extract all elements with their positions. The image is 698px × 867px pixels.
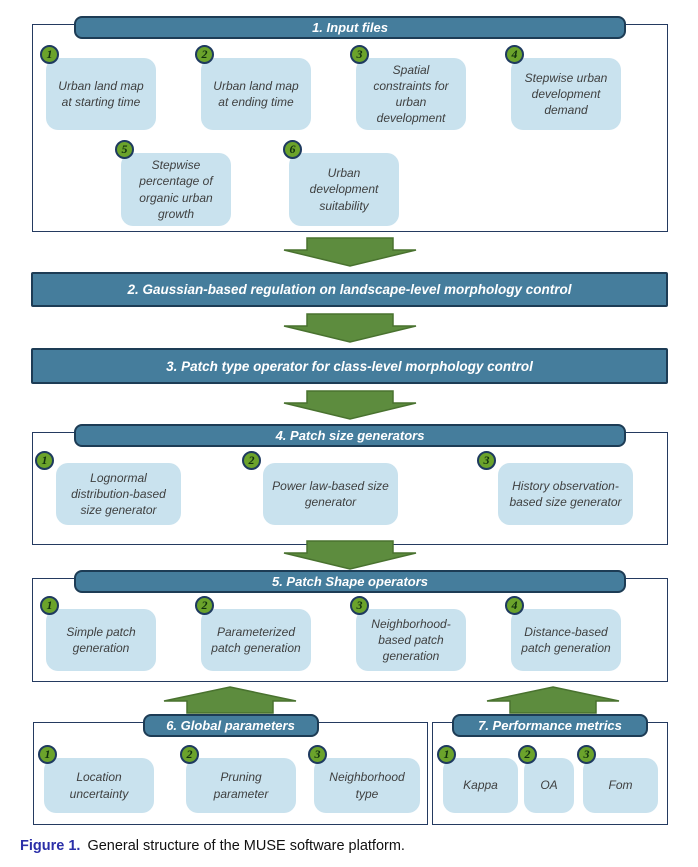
- item-label: Urban development suitability: [309, 166, 379, 213]
- item-distance-patch-generation: [511, 598, 621, 671]
- item-label: Lognormal distribution-based size generator: [71, 470, 166, 518]
- item-number-badge: 1: [40, 45, 59, 64]
- item-label: Urban land map at starting time: [58, 78, 144, 109]
- item-kappa-metric: [443, 747, 518, 813]
- item-label: Neighborhood-based patch generation: [371, 616, 451, 664]
- section-global-parameters: [33, 718, 428, 825]
- item-number-badge: 6: [283, 140, 302, 159]
- item-number-badge: 5: [115, 140, 134, 159]
- item-organic-growth-percentage: [121, 142, 231, 226]
- item-number-badge: 2: [195, 596, 214, 615]
- item-label: Fom: [608, 778, 633, 793]
- item-history-observation-size-generator: [483, 453, 633, 525]
- item-number-badge: 4: [505, 45, 524, 64]
- item-number-badge: 3: [308, 745, 327, 764]
- item-label: OA: [540, 778, 558, 793]
- section-title-patch-shape-operators: 5. Patch Shape operators: [74, 570, 626, 593]
- item-stepwise-demand: [511, 47, 621, 130]
- section-title-global-parameters: 6. Global parameters: [143, 714, 319, 737]
- flow-arrow-down-2: [283, 313, 417, 343]
- item-neighborhood-type: [314, 747, 420, 813]
- item-number-badge: 3: [477, 451, 496, 470]
- item-label: Simple patch generation: [66, 624, 136, 655]
- item-number-badge: 3: [350, 596, 369, 615]
- figure-caption: [20, 838, 680, 854]
- section-title-input-files: 1. Input files: [74, 16, 626, 39]
- flow-arrow-up-performance-metrics: [486, 686, 620, 714]
- flow-arrow-up-global-parameters: [163, 686, 297, 714]
- item-urban-land-map-start: [46, 47, 156, 130]
- flow-arrow-down-3: [283, 390, 417, 420]
- item-lognormal-size-generator: [41, 453, 181, 525]
- item-simple-patch-generation: [46, 598, 156, 671]
- section-title-performance-metrics: 7. Performance metrics: [452, 714, 648, 737]
- flow-arrow-down-1: [283, 237, 417, 267]
- section-patch-shape-operators: [32, 574, 668, 682]
- item-parameterized-patch-generation: [201, 598, 311, 671]
- item-label: Stepwise urban development demand: [524, 70, 608, 118]
- item-number-badge: 1: [437, 745, 456, 764]
- item-label: Kappa: [463, 778, 498, 793]
- section-patch-size-generators: [32, 428, 668, 545]
- item-fom-metric: [583, 747, 658, 813]
- item-location-uncertainty: [44, 747, 154, 813]
- item-label: Distance-based patch generation: [521, 624, 611, 655]
- item-spatial-constraints: [356, 47, 466, 130]
- item-label: Stepwise percentage of organic urban growth: [139, 158, 213, 221]
- section-performance-metrics: [432, 718, 668, 825]
- item-number-badge: 3: [577, 745, 596, 764]
- item-label: Pruning parameter: [213, 770, 269, 801]
- section-title-patch-size-generators: 4. Patch size generators: [74, 424, 626, 447]
- item-number-badge: 1: [40, 596, 59, 615]
- item-neighborhood-patch-generation: [356, 598, 466, 671]
- item-oa-metric: [524, 747, 574, 813]
- item-number-badge: 2: [180, 745, 199, 764]
- item-label: History observation-based size generator: [509, 478, 622, 509]
- item-number-badge: 1: [35, 451, 54, 470]
- figure-caption-label: Figure 1.: [20, 838, 81, 854]
- item-pruning-parameter: [186, 747, 296, 813]
- item-number-badge: 3: [350, 45, 369, 64]
- item-number-badge: 1: [38, 745, 57, 764]
- stage-gaussian-regulation-bar: 2. Gaussian-based regulation on landscape-level morphology control: [31, 272, 668, 307]
- item-number-badge: 2: [518, 745, 537, 764]
- item-label: Power law-based size generator: [272, 478, 389, 509]
- item-label: Neighborhood type: [329, 770, 405, 801]
- item-number-badge: 2: [242, 451, 261, 470]
- figure-caption-text: General structure of the MUSE software platform.: [87, 838, 405, 854]
- item-label: Urban land map at ending time: [213, 78, 299, 109]
- item-label: Parameterized patch generation: [211, 624, 301, 655]
- stage-patch-type-operator-bar: 3. Patch type operator for class-level morphology control: [31, 348, 668, 384]
- item-number-badge: 4: [505, 596, 524, 615]
- flow-arrow-down-4: [283, 540, 417, 570]
- item-development-suitability: [289, 142, 399, 226]
- item-power-law-size-generator: [248, 453, 398, 525]
- item-label: Spatial constraints for urban development: [373, 62, 449, 126]
- section-input-files: [32, 20, 668, 232]
- item-number-badge: 2: [195, 45, 214, 64]
- item-label: Location uncertainty: [69, 770, 129, 801]
- item-urban-land-map-end: [201, 47, 311, 130]
